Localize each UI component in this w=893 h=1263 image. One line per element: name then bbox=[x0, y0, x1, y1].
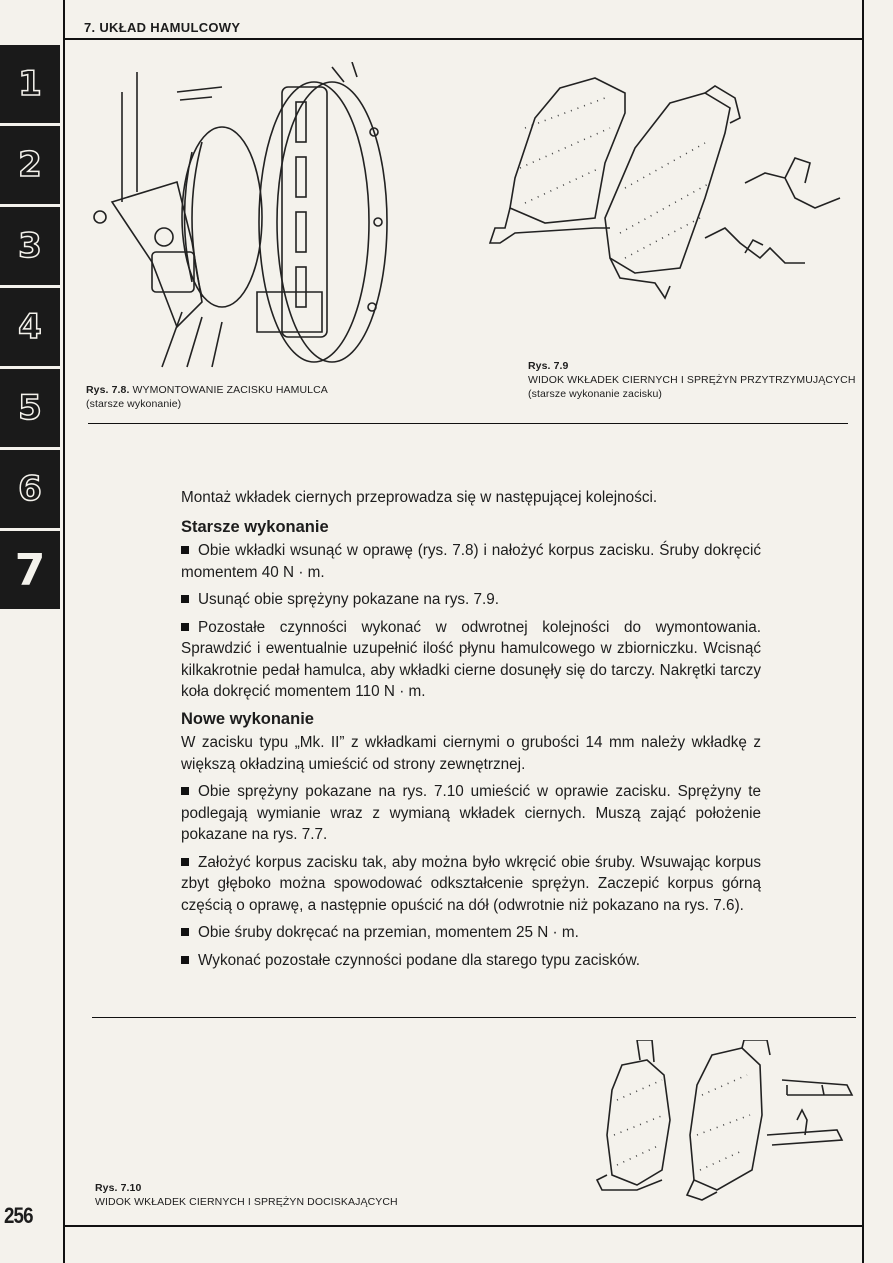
chapter-tab-label: 5 bbox=[18, 388, 42, 428]
figure-7-8-caption bbox=[86, 383, 328, 411]
figure-7-10-caption bbox=[95, 1181, 398, 1209]
chapter-tab-2[interactable] bbox=[0, 126, 60, 204]
figure-title: WYMONTOWANIE ZACISKU HAMULCA bbox=[132, 384, 328, 396]
caliper-removal-illustration bbox=[82, 62, 402, 372]
step-paragraph bbox=[181, 540, 761, 583]
figure-number: Rys. 7.9 bbox=[528, 360, 569, 372]
figure-number: Rys. 7.8. bbox=[86, 384, 130, 396]
left-margin-line bbox=[63, 0, 65, 1263]
figure-note: (starsze wykonanie) bbox=[86, 398, 182, 410]
pads-retaining-springs-illustration bbox=[485, 68, 855, 303]
chapter-tab-3[interactable] bbox=[0, 207, 60, 285]
chapter-tab-label: 4 bbox=[18, 307, 42, 347]
step-text: Usunąć obie sprężyny pokazane na rys. 7.9. bbox=[198, 591, 500, 608]
figure-note: (starsze wykonanie zacisku) bbox=[528, 388, 662, 400]
figure-title: WIDOK WKŁADEK CIERNYCH I SPRĘŻYN PRZYTRZYMUJĄCYCH bbox=[528, 374, 856, 386]
step-text: Założyć korpus zacisku tak, aby można było wkręcić obie śruby. Wsuwając korpus zbyt głęboko można spowodować odkształcenie sprężyn. Zaczepić korpus górną częścią o oprawę, a następnie opuścić na dół (odwrotnie niż pokazano na rys. 7.6). bbox=[181, 853, 761, 914]
bullet-square-icon bbox=[181, 858, 189, 866]
section-title-old: Starsze wykonanie bbox=[181, 517, 329, 536]
intro-paragraph: Montaż wkładek ciernych przeprowadza się w następującej kolejności. bbox=[181, 489, 658, 506]
section-title-new: Nowe wykonanie bbox=[181, 709, 314, 728]
bullet-square-icon bbox=[181, 546, 189, 554]
step-paragraph bbox=[181, 852, 761, 917]
bullet-square-icon bbox=[181, 956, 189, 964]
chapter-tab-label: 3 bbox=[18, 226, 42, 266]
main-text bbox=[181, 487, 761, 977]
chapter-tab-label: 7 bbox=[14, 544, 46, 596]
bullet-square-icon bbox=[181, 928, 189, 936]
step-text: Pozostałe czynności wykonać w odwrotnej kolejności do wymontowania. Sprawdzić i ewentualnie uzupełnić ilość płynu hamulcowego w zbiorniczku. Wcisnąć kilkakrotnie pedał hamulca, aby wkładki cierne dosunęły się do tarczy. Nakrętki tarczy koła dokręcić momentem 110 N · m. bbox=[181, 618, 761, 700]
chapter-tab-6[interactable] bbox=[0, 450, 60, 528]
bullet-square-icon bbox=[181, 787, 189, 795]
step-text: Obie wkładki wsunąć w oprawę (rys. 7.8) i nałożyć korpus zacisku. Śruby dokręcić momentem 40 N · m. bbox=[181, 542, 761, 581]
right-margin-line bbox=[862, 0, 864, 1263]
bottom-figure-divider bbox=[92, 1017, 856, 1018]
step-text: Obie sprężyny pokazane na rys. 7.10 umieścić w oprawie zacisku. Sprężyny te podlegają wymianie wraz z wymianą wkładek ciernych. Muszą zająć położenie pokazane na rys. 7.7. bbox=[181, 783, 761, 843]
footer-rule bbox=[63, 1225, 863, 1227]
figure-7-9-caption bbox=[528, 359, 856, 401]
bullet-square-icon bbox=[181, 623, 189, 631]
header-rule bbox=[63, 38, 863, 40]
chapter-tab-5[interactable] bbox=[0, 369, 60, 447]
bullet-square-icon bbox=[181, 595, 189, 603]
chapter-tab-label: 1 bbox=[18, 64, 42, 104]
pads-pressing-springs-illustration bbox=[592, 1040, 857, 1205]
chapter-tab-label: 6 bbox=[18, 469, 42, 509]
step-paragraph bbox=[181, 589, 761, 611]
step-text: Wykonać pozostałe czynności podane dla starego typu zacisków. bbox=[198, 951, 641, 969]
page-number: 256 bbox=[4, 1203, 33, 1228]
step-paragraph bbox=[181, 617, 761, 703]
chapter-tab-7[interactable] bbox=[0, 531, 60, 609]
figure-divider bbox=[88, 423, 848, 424]
chapter-title: 7. UKŁAD HAMULCOWY bbox=[84, 20, 241, 35]
figure-number: Rys. 7.10 bbox=[95, 1182, 142, 1194]
step-paragraph bbox=[181, 922, 761, 944]
chapter-tab-4[interactable] bbox=[0, 288, 60, 366]
section-intro-paragraph: W zacisku typu „Mk. II” z wkładkami ciernymi o grubości 14 mm należy wkładkę z większą okładziną umieścić od strony zewnętrznej. bbox=[181, 734, 761, 773]
figure-title: WIDOK WKŁADEK CIERNYCH I SPRĘŻYN DOCISKAJĄCYCH bbox=[95, 1196, 398, 1208]
chapter-tab-label: 2 bbox=[18, 145, 42, 185]
step-paragraph bbox=[181, 950, 761, 972]
step-paragraph bbox=[181, 781, 761, 846]
chapter-tab-1[interactable] bbox=[0, 45, 60, 123]
step-text: Obie śruby dokręcać na przemian, momentem 25 N · m. bbox=[198, 924, 579, 941]
